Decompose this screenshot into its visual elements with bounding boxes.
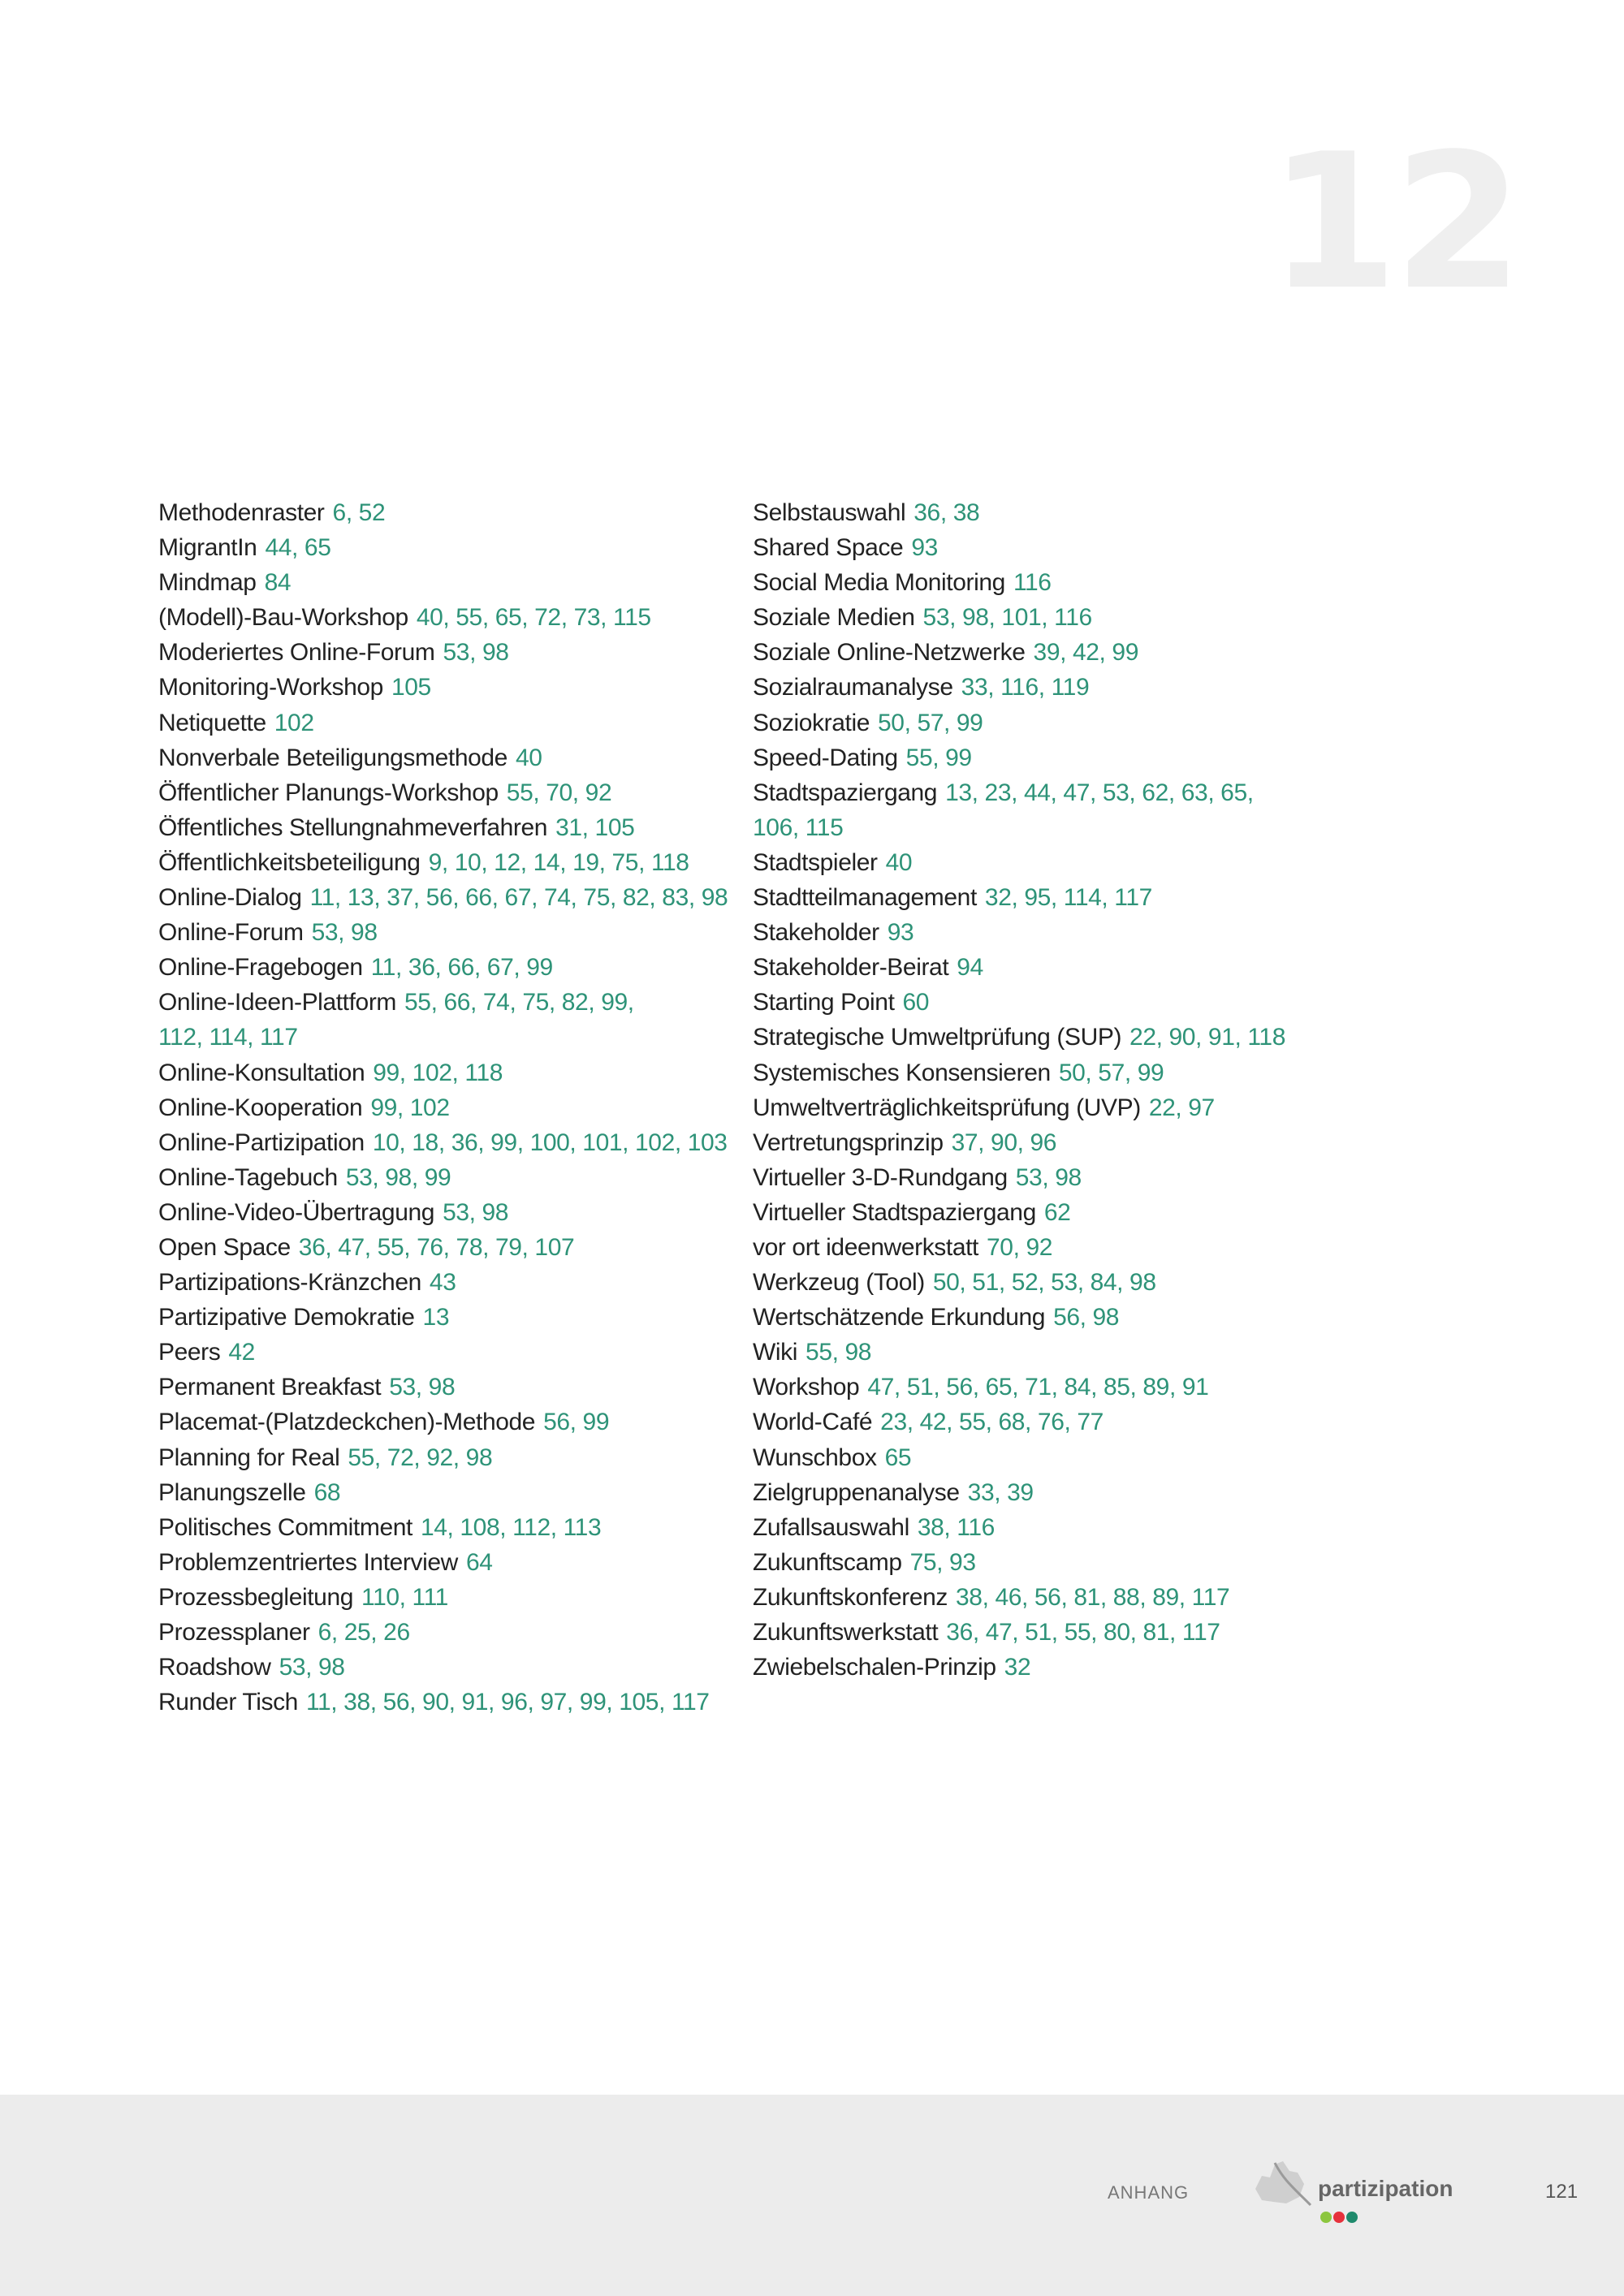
index-entry — [753, 1090, 1321, 1125]
index-page-refs: 53, 98 — [389, 1374, 456, 1401]
index-page-refs: 31, 105 — [555, 814, 635, 841]
index-entry — [753, 530, 1321, 565]
index-entry — [753, 740, 1321, 775]
index-term: Speed-Dating — [753, 744, 898, 771]
index-page-refs: 102 — [274, 709, 314, 736]
index-page-refs: 40 — [885, 848, 913, 876]
index-page-refs: 53, 98 — [1015, 1163, 1082, 1191]
index-entry — [158, 1125, 727, 1160]
index-page-refs: 55, 98 — [806, 1339, 872, 1366]
index-entry — [753, 1475, 1321, 1510]
index-entry — [158, 1195, 727, 1230]
index-term: Netiquette — [158, 709, 266, 736]
index-term: World-Café — [753, 1409, 873, 1436]
index-page-refs: 36, 38 — [914, 499, 980, 526]
index-term: Permanent Breakfast — [158, 1374, 382, 1401]
index-entry — [158, 810, 727, 845]
index-entry — [158, 1090, 727, 1125]
index-entry — [753, 1055, 1321, 1090]
index-page-refs: 55, 66, 74, 75, 82, 99, — [404, 989, 634, 1016]
logo-dot-teal — [1346, 2212, 1358, 2223]
index-entry — [158, 1615, 727, 1650]
index-entry — [158, 1160, 727, 1195]
index-page-refs: 42 — [228, 1339, 255, 1366]
index-page-refs: 99, 102, 118 — [373, 1059, 503, 1086]
index-entry — [753, 670, 1321, 705]
index-term: Virtueller Stadtspaziergang — [753, 1198, 1036, 1226]
vienna-map-icon — [1250, 2155, 1315, 2212]
index-page-refs: 39, 42, 99 — [1033, 639, 1138, 667]
index-page-refs: 6, 25, 26 — [317, 1619, 410, 1646]
index-entry — [753, 565, 1321, 600]
index-entry — [158, 775, 727, 810]
index-entry — [753, 915, 1321, 950]
index-entry — [158, 1055, 727, 1090]
index-term: MigrantIn — [158, 534, 257, 562]
index-page-refs: 50, 51, 52, 53, 84, 98 — [932, 1269, 1156, 1297]
index-entry — [158, 985, 727, 1055]
index-term: Stakeholder-Beirat — [753, 954, 949, 982]
index-term: Social Media Monitoring — [753, 569, 1005, 597]
index-term: Planungszelle — [158, 1478, 306, 1506]
index-term: Zukunftswerkstatt — [753, 1619, 939, 1646]
index-page-refs: 116 — [1013, 569, 1052, 597]
index-page-refs-continued: 112, 114, 117 — [158, 1024, 298, 1051]
index-term: Monitoring-Workshop — [158, 674, 383, 701]
index-term: Online-Partizipation — [158, 1129, 365, 1156]
index-page-refs: 38, 46, 56, 81, 88, 89, 117 — [956, 1583, 1230, 1611]
index-term: Soziale Online-Netzwerke — [753, 639, 1026, 667]
index-page-refs: 23, 42, 55, 68, 76, 77 — [880, 1409, 1104, 1436]
index-page-refs: 13, 23, 44, 47, 53, 62, 63, 65, — [945, 779, 1254, 806]
index-entry — [753, 950, 1321, 985]
index-term: Moderiertes Online-Forum — [158, 639, 435, 667]
chapter-number: 12 — [1268, 114, 1518, 331]
index-page-refs: 53, 98 — [279, 1654, 345, 1681]
index-column-right — [753, 495, 1321, 1685]
index-page-refs: 62 — [1043, 1198, 1071, 1226]
index-page-refs: 110, 111 — [361, 1583, 448, 1611]
index-entry — [158, 600, 727, 635]
index-page-refs: 68 — [313, 1478, 341, 1506]
index-entry — [158, 1405, 727, 1439]
index-term: Online-Fragebogen — [158, 954, 363, 982]
index-entry — [753, 1370, 1321, 1405]
index-entry — [158, 1510, 727, 1545]
index-page-refs: 55, 72, 92, 98 — [348, 1444, 493, 1471]
index-term: Umweltverträglichkeitsprüfung (UVP) — [753, 1094, 1141, 1121]
index-term: Planning for Real — [158, 1444, 340, 1471]
index-term: Zufallsauswahl — [753, 1513, 909, 1541]
index-page-refs: 53, 98, 99 — [345, 1163, 451, 1191]
index-page-refs: 56, 98 — [1053, 1304, 1120, 1331]
index-page-refs: 9, 10, 12, 14, 19, 75, 118 — [428, 848, 689, 876]
index-page-refs: 22, 90, 91, 118 — [1129, 1024, 1285, 1051]
index-page-refs: 94 — [957, 954, 983, 982]
logo-dots — [1320, 2212, 1359, 2227]
index-page-refs-continued: 106, 115 — [753, 814, 844, 841]
index-page-refs: 50, 57, 99 — [1058, 1059, 1164, 1086]
index-term: Virtueller 3-D-Rundgang — [753, 1163, 1008, 1191]
index-entry — [158, 1440, 727, 1475]
index-term: Peers — [158, 1339, 221, 1366]
index-page-refs: 11, 38, 56, 90, 91, 96, 97, 99, 105, 117 — [305, 1689, 710, 1716]
index-entry — [158, 1685, 727, 1720]
index-entry — [158, 565, 727, 600]
index-entry — [753, 1230, 1321, 1265]
index-page-refs: 60 — [902, 989, 930, 1016]
index-term: vor ort ideenwerkstatt — [753, 1233, 978, 1261]
index-term: Problemzentriertes Interview — [158, 1548, 458, 1576]
index-term: Stadtspaziergang — [753, 779, 938, 806]
index-term: Wiki — [753, 1339, 798, 1366]
index-term: Partizipative Demokratie — [158, 1304, 415, 1331]
index-term: Systemisches Konsensieren — [753, 1059, 1051, 1086]
index-term: Stadtspieler — [753, 848, 878, 876]
index-entry — [158, 495, 727, 530]
index-page-refs: 40, 55, 65, 72, 73, 115 — [416, 604, 651, 632]
index-entry — [753, 1580, 1321, 1615]
index-page-refs: 6, 52 — [332, 499, 386, 526]
index-term: Zielgruppenanalyse — [753, 1478, 960, 1506]
index-term: Workshop — [753, 1374, 860, 1401]
index-term: Öffentliches Stellungnahmeverfahren — [158, 814, 548, 841]
index-page-refs: 40 — [515, 744, 542, 771]
index-page-refs: 36, 47, 55, 76, 78, 79, 107 — [298, 1233, 575, 1261]
index-page-refs: 33, 116, 119 — [961, 674, 1090, 701]
index-entry — [753, 1545, 1321, 1580]
index-page-refs: 84 — [264, 569, 292, 597]
index-entry — [158, 530, 727, 565]
index-page-refs: 43 — [429, 1269, 456, 1297]
index-term: Roadshow — [158, 1654, 271, 1681]
index-page-refs: 53, 98 — [443, 639, 509, 667]
index-entry — [158, 1300, 727, 1335]
index-term: Starting Point — [753, 989, 895, 1016]
index-term: Soziokratie — [753, 709, 870, 736]
index-entry — [753, 495, 1321, 530]
index-entry — [753, 1300, 1321, 1335]
index-entry — [753, 1650, 1321, 1685]
index-page-refs: 36, 47, 51, 55, 80, 81, 117 — [946, 1619, 1220, 1646]
index-entry — [158, 880, 727, 915]
index-page-refs: 10, 18, 36, 99, 100, 101, 102, 103 — [372, 1129, 728, 1156]
index-entry — [753, 1265, 1321, 1300]
index-entry — [158, 740, 727, 775]
index-term: (Modell)-Bau-Workshop — [158, 604, 408, 632]
index-term: Politisches Commitment — [158, 1513, 412, 1541]
index-page-refs: 11, 36, 66, 67, 99 — [370, 954, 553, 982]
index-page-refs: 55, 70, 92 — [506, 779, 612, 806]
index-term: Online-Dialog — [158, 884, 302, 912]
index-page-refs: 53, 98 — [311, 919, 378, 947]
index-page-refs: 14, 108, 112, 113 — [420, 1513, 602, 1541]
index-page-refs: 22, 97 — [1148, 1094, 1215, 1121]
index-entry — [158, 845, 727, 880]
index-entry — [753, 1335, 1321, 1370]
page-footer — [0, 2095, 1624, 2296]
partizipation-logo — [1250, 2155, 1470, 2236]
index-entry — [753, 1195, 1321, 1230]
index-term: Vertretungsprinzip — [753, 1129, 944, 1156]
index-entry — [753, 985, 1321, 1020]
index-column-left — [158, 495, 727, 1720]
index-term: Online-Konsultation — [158, 1059, 365, 1086]
index-term: Online-Tagebuch — [158, 1163, 338, 1191]
index-page-refs: 65 — [884, 1444, 912, 1471]
index-entry — [158, 706, 727, 740]
index-term: Werkzeug (Tool) — [753, 1269, 925, 1297]
index-entry — [753, 845, 1321, 880]
index-term: Nonverbale Beteiligungsmethode — [158, 744, 508, 771]
index-page-refs: 50, 57, 99 — [878, 709, 983, 736]
index-term: Zukunftscamp — [753, 1548, 902, 1576]
index-page-refs: 37, 90, 96 — [951, 1129, 1057, 1156]
index-term: Shared Space — [753, 534, 904, 562]
index-term: Selbstauswahl — [753, 499, 906, 526]
logo-text: partizipation — [1318, 2176, 1453, 2201]
index-entry — [158, 1580, 727, 1615]
index-page-refs: 53, 98, 101, 116 — [922, 604, 1092, 632]
index-page-refs: 99, 102 — [370, 1094, 450, 1121]
index-page-refs: 32, 95, 114, 117 — [984, 884, 1152, 912]
index-page-refs: 56, 99 — [543, 1409, 610, 1436]
index-page-refs: 64 — [465, 1548, 493, 1576]
index-page-refs: 55, 99 — [905, 744, 972, 771]
index-term: Öffentlicher Planungs-Workshop — [158, 779, 499, 806]
index-entry — [753, 635, 1321, 670]
logo-dot-green — [1320, 2212, 1332, 2223]
index-entry — [753, 1020, 1321, 1055]
index-page-refs: 70, 92 — [987, 1233, 1053, 1261]
index-term: Zukunftskonferenz — [753, 1583, 948, 1611]
index-entry — [158, 1650, 727, 1685]
index-page-refs: 75, 93 — [909, 1548, 976, 1576]
index-entry — [158, 670, 727, 705]
index-term: Wertschätzende Erkundung — [753, 1304, 1046, 1331]
index-term: Prozessplaner — [158, 1619, 310, 1646]
index-term: Prozessbegleitung — [158, 1583, 354, 1611]
index-entry — [158, 635, 727, 670]
index-entry — [753, 1160, 1321, 1195]
index-entry — [158, 1475, 727, 1510]
index-entry — [753, 706, 1321, 740]
index-entry — [753, 1615, 1321, 1650]
index-page-refs: 44, 65 — [265, 534, 331, 562]
index-entry — [753, 775, 1321, 845]
index-page-refs: 47, 51, 56, 65, 71, 84, 85, 89, 91 — [867, 1374, 1209, 1401]
index-term: Sozialraumanalyse — [753, 674, 953, 701]
index-entry — [158, 1545, 727, 1580]
index-term: Stadtteilmanagement — [753, 884, 977, 912]
index-entry — [753, 880, 1321, 915]
index-entry — [158, 915, 727, 950]
index-term: Online-Ideen-Plattform — [158, 989, 397, 1016]
index-entry — [158, 1230, 727, 1265]
index-entry — [753, 1125, 1321, 1160]
index-entry — [753, 1440, 1321, 1475]
index-page-refs: 33, 39 — [967, 1478, 1034, 1506]
index-term: Wunschbox — [753, 1444, 877, 1471]
index-entry — [158, 1370, 727, 1405]
index-term: Open Space — [158, 1233, 291, 1261]
index-term: Stakeholder — [753, 919, 879, 947]
index-page-refs: 93 — [887, 919, 914, 947]
index-page-refs: 11, 13, 37, 56, 66, 67, 74, 75, 82, 83, 98 — [309, 884, 728, 912]
section-label: ANHANG — [1108, 2182, 1190, 2203]
index-term: Placemat-(Platzdeckchen)-Methode — [158, 1409, 536, 1436]
index-entry — [158, 950, 727, 985]
index-entry — [753, 600, 1321, 635]
index-page-refs: 93 — [911, 534, 938, 562]
index-term: Mindmap — [158, 569, 257, 597]
index-page-refs: 13 — [422, 1304, 450, 1331]
index-term: Partizipations-Kränzchen — [158, 1269, 421, 1297]
index-term: Online-Video-Übertragung — [158, 1198, 435, 1226]
index-entry — [158, 1335, 727, 1370]
index-page-refs: 105 — [391, 674, 431, 701]
logo-dot-red — [1333, 2212, 1345, 2223]
index-entry — [753, 1510, 1321, 1545]
index-term: Online-Forum — [158, 919, 304, 947]
index-term: Strategische Umweltprüfung (SUP) — [753, 1024, 1122, 1051]
index-page-refs: 38, 116 — [917, 1513, 995, 1541]
index-entry — [158, 1265, 727, 1300]
index-term: Online-Kooperation — [158, 1094, 363, 1121]
index-term: Runder Tisch — [158, 1689, 298, 1716]
index-term: Soziale Medien — [753, 604, 915, 632]
index-term: Zwiebelschalen-Prinzip — [753, 1654, 996, 1681]
index-page-refs: 32 — [1004, 1654, 1031, 1681]
page-number: 121 — [1545, 2181, 1579, 2203]
index-term: Öffentlichkeitsbeteiligung — [158, 848, 421, 876]
index-page-refs: 53, 98 — [443, 1198, 509, 1226]
index-term: Methodenraster — [158, 499, 325, 526]
index-entry — [753, 1405, 1321, 1439]
